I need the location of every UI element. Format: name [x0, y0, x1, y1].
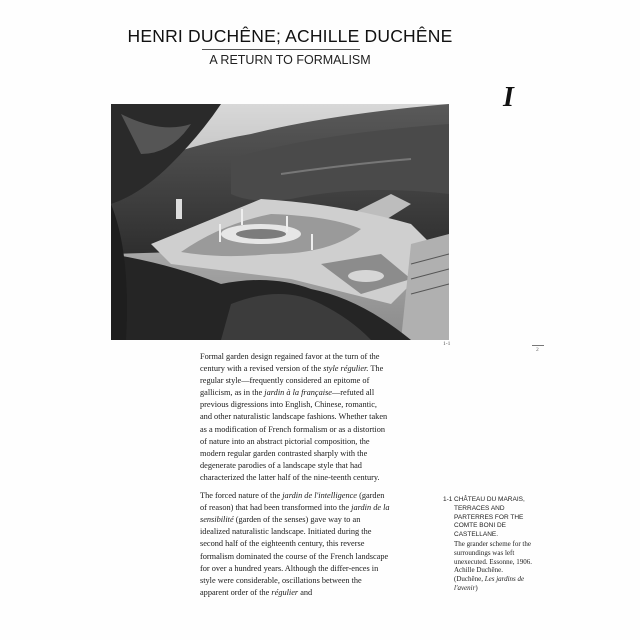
text-segment: Formal garden design regained favor at the turn of the century with a revised version of the — [200, 352, 380, 374]
text-segment: and — [298, 587, 313, 597]
italic-term-jardin-a-la-francaise: jardin à la française — [264, 388, 332, 398]
margin-page-marker — [532, 345, 546, 353]
margin-page-number: 2 — [536, 347, 539, 353]
caption-text: The grander scheme for the surroundings was left unexecuted. Essonne, 1906. Achille Duchêne. (Duchêne, — [454, 539, 532, 584]
text-segment: The regular style—frequently considered an epitome of gallicism, as in the — [200, 364, 384, 398]
figure-number: 1-1 — [443, 341, 451, 347]
text-segment: (garden of the senses) gave way to an idealized naturalistic landscape. Initiated during the second half of the eighteenth century, this reverse formalism dominated the course of the French landscape for over a hundred years. Although the differ-ences in style were considerable, oscillations between the apparent order of the — [200, 515, 389, 597]
chapter-title: HENRI DUCHÊNE; ACHILLE DUCHÊNE — [127, 26, 453, 46]
engraving-illustration — [111, 104, 449, 340]
body-text — [200, 351, 390, 605]
figure-caption — [443, 496, 533, 593]
caption-source-title: Les jardins de l'avenir — [454, 575, 525, 592]
caption-text: ) — [475, 583, 478, 592]
caption-title: CHÂTEAU DU MARAIS, TERRACES AND PARTERRES FOR THE COMTE BONI DE CASTELLANE. — [454, 496, 525, 539]
italic-term-regulier: régulier — [271, 587, 299, 597]
garden-engraving-image — [111, 104, 449, 340]
text-segment: —refuted all previous digressions into English, Chinese, romantic, and other naturalistic landscape fashions. Whether taken as a modification of French formalism or as a distortion of nature into an abstract pictorial composition, the modern regular garden contrasted sharply with the degenerate parodies of a landscape style that had characterized the latter half of the nine-teenth century. — [200, 388, 388, 482]
paragraph-2 — [200, 490, 390, 599]
part-numeral: I — [503, 82, 514, 113]
title-divider — [202, 49, 360, 50]
italic-term-jardin-de-la-sensibilite: jardin de la sensibilité — [200, 503, 390, 525]
italic-term-jardin-de-l-intelligence: jardin de l'intelligence — [282, 491, 357, 501]
text-segment: The forced nature of the — [200, 491, 283, 501]
chapter-subtitle: A RETURN TO FORMALISM — [209, 53, 371, 67]
margin-rule — [532, 345, 544, 346]
paragraph-1 — [200, 351, 390, 484]
italic-term-style-regulier: style régulier. — [323, 364, 369, 374]
caption-figure-id: 1-1 — [443, 496, 453, 503]
text-segment: (garden of reason) that had been transformed into the — [200, 491, 385, 513]
caption-body — [454, 540, 533, 593]
